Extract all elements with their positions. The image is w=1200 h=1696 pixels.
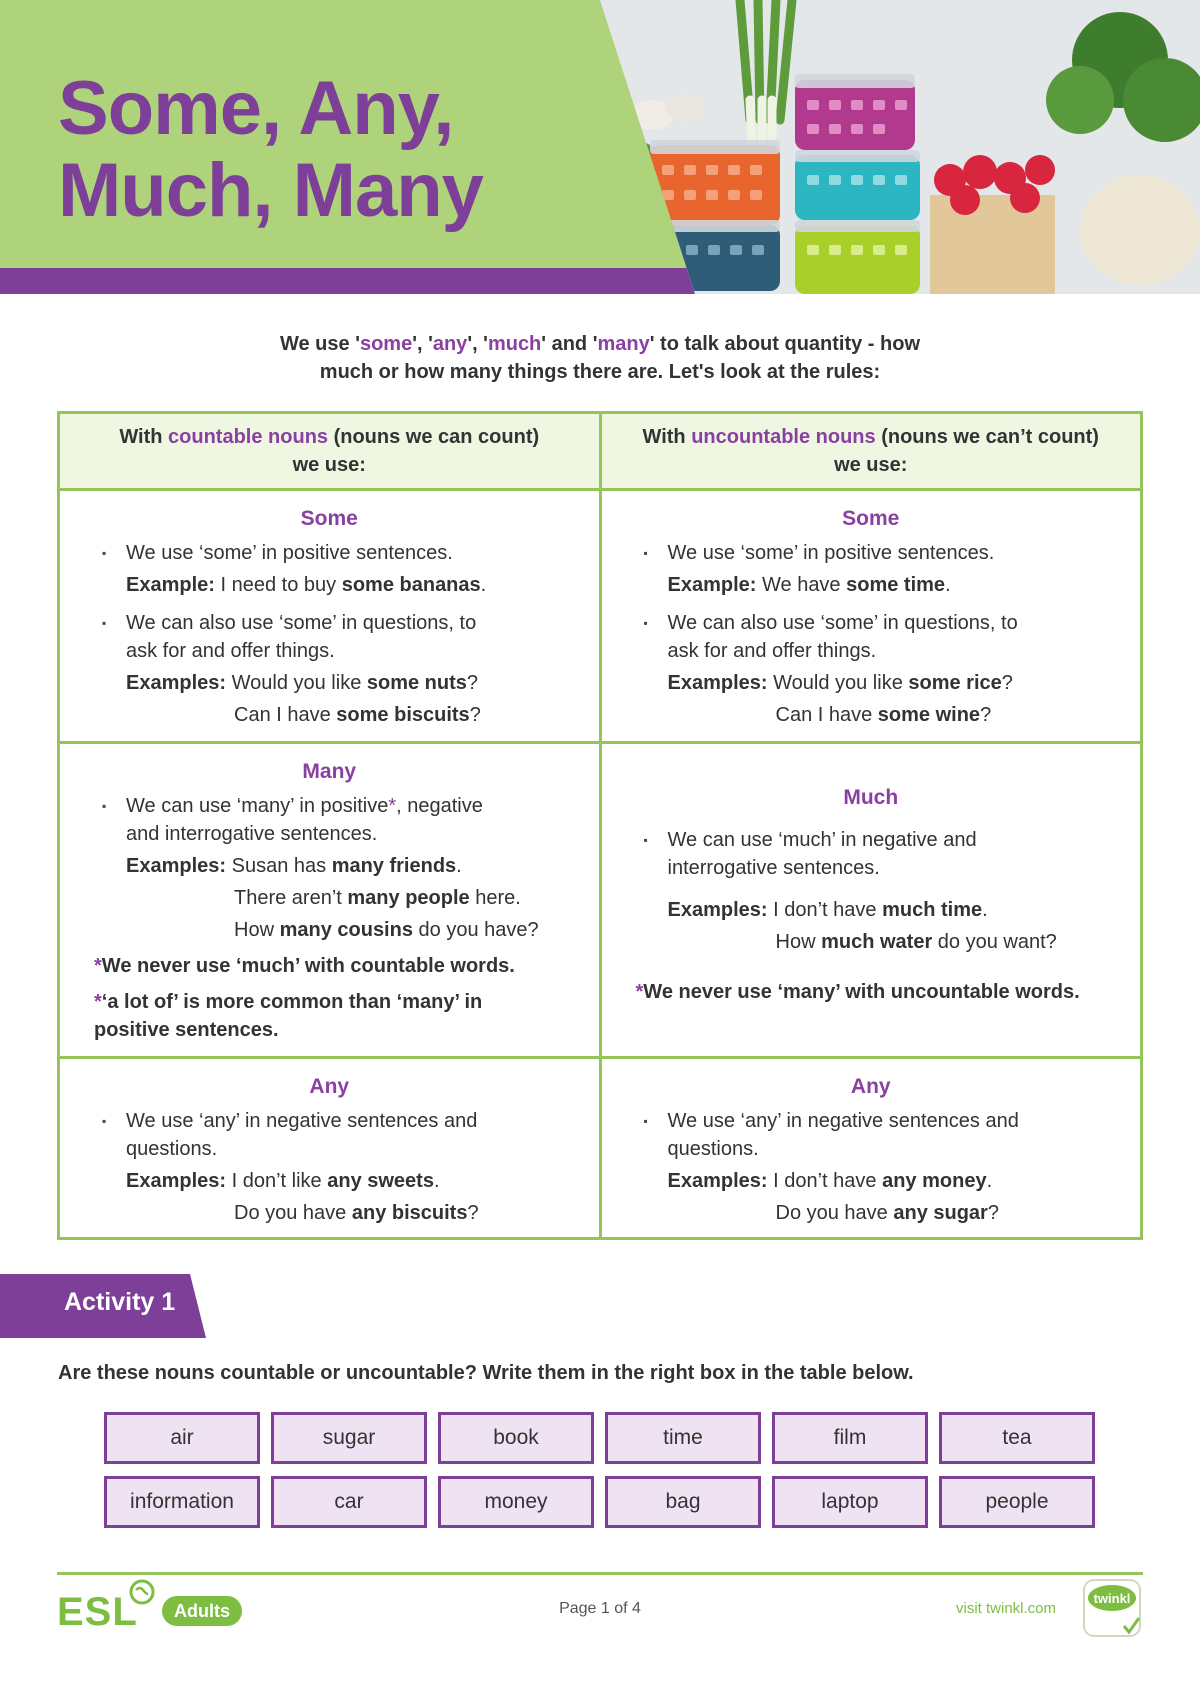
asterisk: * xyxy=(388,795,397,817)
header-uncountable xyxy=(600,413,1142,490)
rule-text: We can use ‘many’ in positive xyxy=(126,795,389,817)
rules-table xyxy=(57,411,1143,1240)
intro-fragment: ' and ' xyxy=(541,333,598,355)
word-box: time xyxy=(605,1412,761,1464)
keyword-much: much xyxy=(487,333,542,355)
intro-fragment: ', ' xyxy=(467,333,488,355)
example-text: I need to buy xyxy=(214,574,342,596)
example-line xyxy=(100,701,579,729)
example-text: ? xyxy=(467,1202,479,1224)
example-line xyxy=(100,852,579,880)
word-box: money xyxy=(438,1476,594,1528)
example-text: I don’t like xyxy=(226,1170,328,1192)
example-bold: any sugar xyxy=(893,1202,988,1224)
rule-bullet: ▪ We use ‘any’ in negative sentences and questions. xyxy=(100,1107,486,1163)
example-text: . xyxy=(456,855,462,877)
header-highlight: countable nouns xyxy=(168,426,329,448)
cell-some-countable xyxy=(59,490,601,743)
rule-bullet xyxy=(100,792,506,848)
example-line xyxy=(100,884,579,912)
example-text: Do you have xyxy=(234,1202,352,1224)
note-text: ‘a lot of’ is more common than ‘many’ in positive sentences. xyxy=(94,991,483,1041)
example-bold: many cousins xyxy=(279,919,413,941)
rule-bullet: ▪ We use ‘some’ in positive sentences. xyxy=(100,539,579,567)
keyword-many: many xyxy=(597,333,650,355)
example-text: here. xyxy=(469,887,521,909)
example-text: How xyxy=(775,931,822,953)
cell-much xyxy=(600,743,1142,1058)
example-label: Examples: xyxy=(667,672,768,694)
word-box: air xyxy=(104,1412,260,1464)
visit-link[interactable]: visit twinkl.com xyxy=(956,1600,1057,1617)
example-text: . xyxy=(945,574,951,596)
example-line xyxy=(100,916,579,944)
word-box: film xyxy=(772,1412,928,1464)
esl-logo: ESL xyxy=(57,1590,138,1634)
example-line xyxy=(642,1199,1121,1227)
header-text: (nouns we can’t count) xyxy=(875,426,1099,448)
example-line xyxy=(100,669,579,697)
example-label: Example: xyxy=(667,574,757,596)
word-box: book xyxy=(438,1412,594,1464)
title-line-2: Much, Many xyxy=(58,148,483,233)
example-text: Can I have xyxy=(775,704,878,726)
cell-many xyxy=(59,743,601,1058)
example-text: We have xyxy=(756,574,847,596)
table-header-row xyxy=(59,413,1142,490)
cell-title: Much xyxy=(843,786,899,809)
rule-bullet: ▪ We can also use ‘some’ in questions, to ask for and offer things. xyxy=(642,609,1048,665)
title-line-1: Some, Any, xyxy=(58,66,454,151)
cell-some-uncountable xyxy=(600,490,1142,743)
example-label: Examples: xyxy=(126,1170,227,1192)
rule-bullet: ▪ We use ‘any’ in negative sentences and questions. xyxy=(642,1107,1028,1163)
example-bold: some rice xyxy=(908,672,1002,694)
header-text: we use: xyxy=(834,454,908,476)
cell-title: Some xyxy=(300,507,358,530)
example-text: How xyxy=(234,919,280,941)
header-highlight: uncountable nouns xyxy=(691,426,876,448)
example-text: ? xyxy=(466,672,479,694)
example-text: do you have? xyxy=(412,919,539,941)
example-text: I don’t have xyxy=(767,1170,883,1192)
table-row-some xyxy=(59,490,1142,743)
example-bold: some wine xyxy=(877,704,981,726)
header-photo xyxy=(600,0,1200,294)
example-line xyxy=(642,669,1121,697)
example-bold: many people xyxy=(347,887,470,909)
word-box: laptop xyxy=(772,1476,928,1528)
asterisk: * xyxy=(94,955,102,977)
example-line xyxy=(642,701,1121,729)
note-line xyxy=(94,988,514,1044)
example-text: . xyxy=(986,1170,993,1192)
note-text: We never use ‘much’ with countable words. xyxy=(101,955,515,977)
rule-bullet: ▪ We use ‘some’ in positive sentences. xyxy=(642,539,1121,567)
example-label: Examples: xyxy=(126,672,227,694)
example-line xyxy=(642,571,1121,599)
example-line xyxy=(100,571,579,599)
example-text: ? xyxy=(469,704,481,726)
example-bold: some biscuits xyxy=(336,704,470,726)
page-number: Page 1 of 4 xyxy=(559,1600,641,1617)
adults-badge: Adults xyxy=(162,1596,242,1626)
example-text: ? xyxy=(1001,672,1013,694)
example-line xyxy=(100,1167,579,1195)
example-line xyxy=(642,1167,1121,1195)
example-bold: much time xyxy=(882,899,983,921)
example-text: do you want? xyxy=(932,931,1057,953)
example-text: . xyxy=(433,1170,440,1192)
word-box: information xyxy=(104,1476,260,1528)
twinkl-logo-text: twinkl xyxy=(1093,1591,1131,1606)
word-grid xyxy=(104,1412,1099,1528)
header-countable xyxy=(59,413,601,490)
example-text: Would you like xyxy=(226,672,367,694)
rule-bullet: ▪ We can also use ‘some’ in questions, to ask for and offer things. xyxy=(100,609,506,665)
intro-fragment: ', ' xyxy=(412,333,433,355)
example-bold: some nuts xyxy=(366,672,467,694)
cell-title: Any xyxy=(309,1075,350,1098)
table-row-many-much xyxy=(59,743,1142,1058)
word-box: car xyxy=(271,1476,427,1528)
example-text: Would you like xyxy=(767,672,909,694)
word-box: bag xyxy=(605,1476,761,1528)
page-title xyxy=(58,68,598,232)
cell-title: Some xyxy=(842,507,900,530)
example-text: Can I have xyxy=(234,704,337,726)
cell-title: Many xyxy=(302,760,357,783)
example-bold: any biscuits xyxy=(351,1202,468,1224)
asterisk: * xyxy=(94,991,102,1013)
header-text: (nouns we can count) xyxy=(328,426,540,448)
example-label: Examples: xyxy=(126,855,227,877)
activity-title: Activity 1 xyxy=(64,1288,176,1316)
note-text: We never use ‘many’ with uncountable words. xyxy=(643,981,1080,1003)
activity-instruction: Are these nouns countable or uncountable? Write them in the right box in the table below. xyxy=(58,1362,914,1384)
keyword-some: some xyxy=(359,333,413,355)
note-line xyxy=(636,978,1121,1006)
example-text: There aren’t xyxy=(234,887,348,909)
header-accent-bar xyxy=(0,268,700,294)
example-bold: many friends xyxy=(331,855,457,877)
example-text: Do you have xyxy=(775,1202,894,1224)
twinkl-logo xyxy=(1080,1576,1146,1642)
example-text: Susan has xyxy=(226,855,332,877)
example-bold: some time xyxy=(846,574,946,596)
footer-divider xyxy=(57,1572,1143,1575)
example-bold: much water xyxy=(821,931,933,953)
note-line xyxy=(94,952,579,980)
keyword-any: any xyxy=(432,333,468,355)
food-containers-illustration xyxy=(600,0,1200,294)
example-bold: any money xyxy=(882,1170,987,1192)
example-label: Examples: xyxy=(667,899,768,921)
header-text: With xyxy=(119,426,169,448)
intro-text xyxy=(160,330,1040,386)
example-text: . xyxy=(480,574,487,596)
word-box: tea xyxy=(939,1412,1095,1464)
table-row-any xyxy=(59,1058,1142,1239)
example-text: . xyxy=(982,899,988,921)
example-line xyxy=(642,928,1121,956)
example-label: Examples: xyxy=(667,1170,768,1192)
example-text: I don’t have xyxy=(767,899,883,921)
word-box: sugar xyxy=(271,1412,427,1464)
word-box: people xyxy=(939,1476,1095,1528)
example-label: Example: xyxy=(126,574,215,596)
example-text: ? xyxy=(987,1202,999,1224)
intro-fragment: ' to talk about quantity - how xyxy=(649,333,921,355)
rule-text: , negative and interrogative sentences. xyxy=(126,795,483,845)
example-bold: some bananas xyxy=(341,574,481,596)
example-line xyxy=(100,1199,579,1227)
header-text: we use: xyxy=(292,454,366,476)
header-text: With xyxy=(642,426,692,448)
example-bold: any sweets xyxy=(327,1170,434,1192)
asterisk: * xyxy=(635,981,644,1003)
intro-line-2: much or how many things there are. Let's look at the rules: xyxy=(319,361,881,383)
intro-fragment: We use ' xyxy=(279,333,360,355)
cell-any-uncountable xyxy=(600,1058,1142,1239)
example-text: ? xyxy=(980,704,992,726)
cell-any-countable xyxy=(59,1058,601,1239)
cell-title: Any xyxy=(850,1075,891,1098)
rule-bullet: ▪ We can use ‘much’ in negative and interrogative sentences. xyxy=(642,826,998,882)
example-line xyxy=(642,896,1121,924)
